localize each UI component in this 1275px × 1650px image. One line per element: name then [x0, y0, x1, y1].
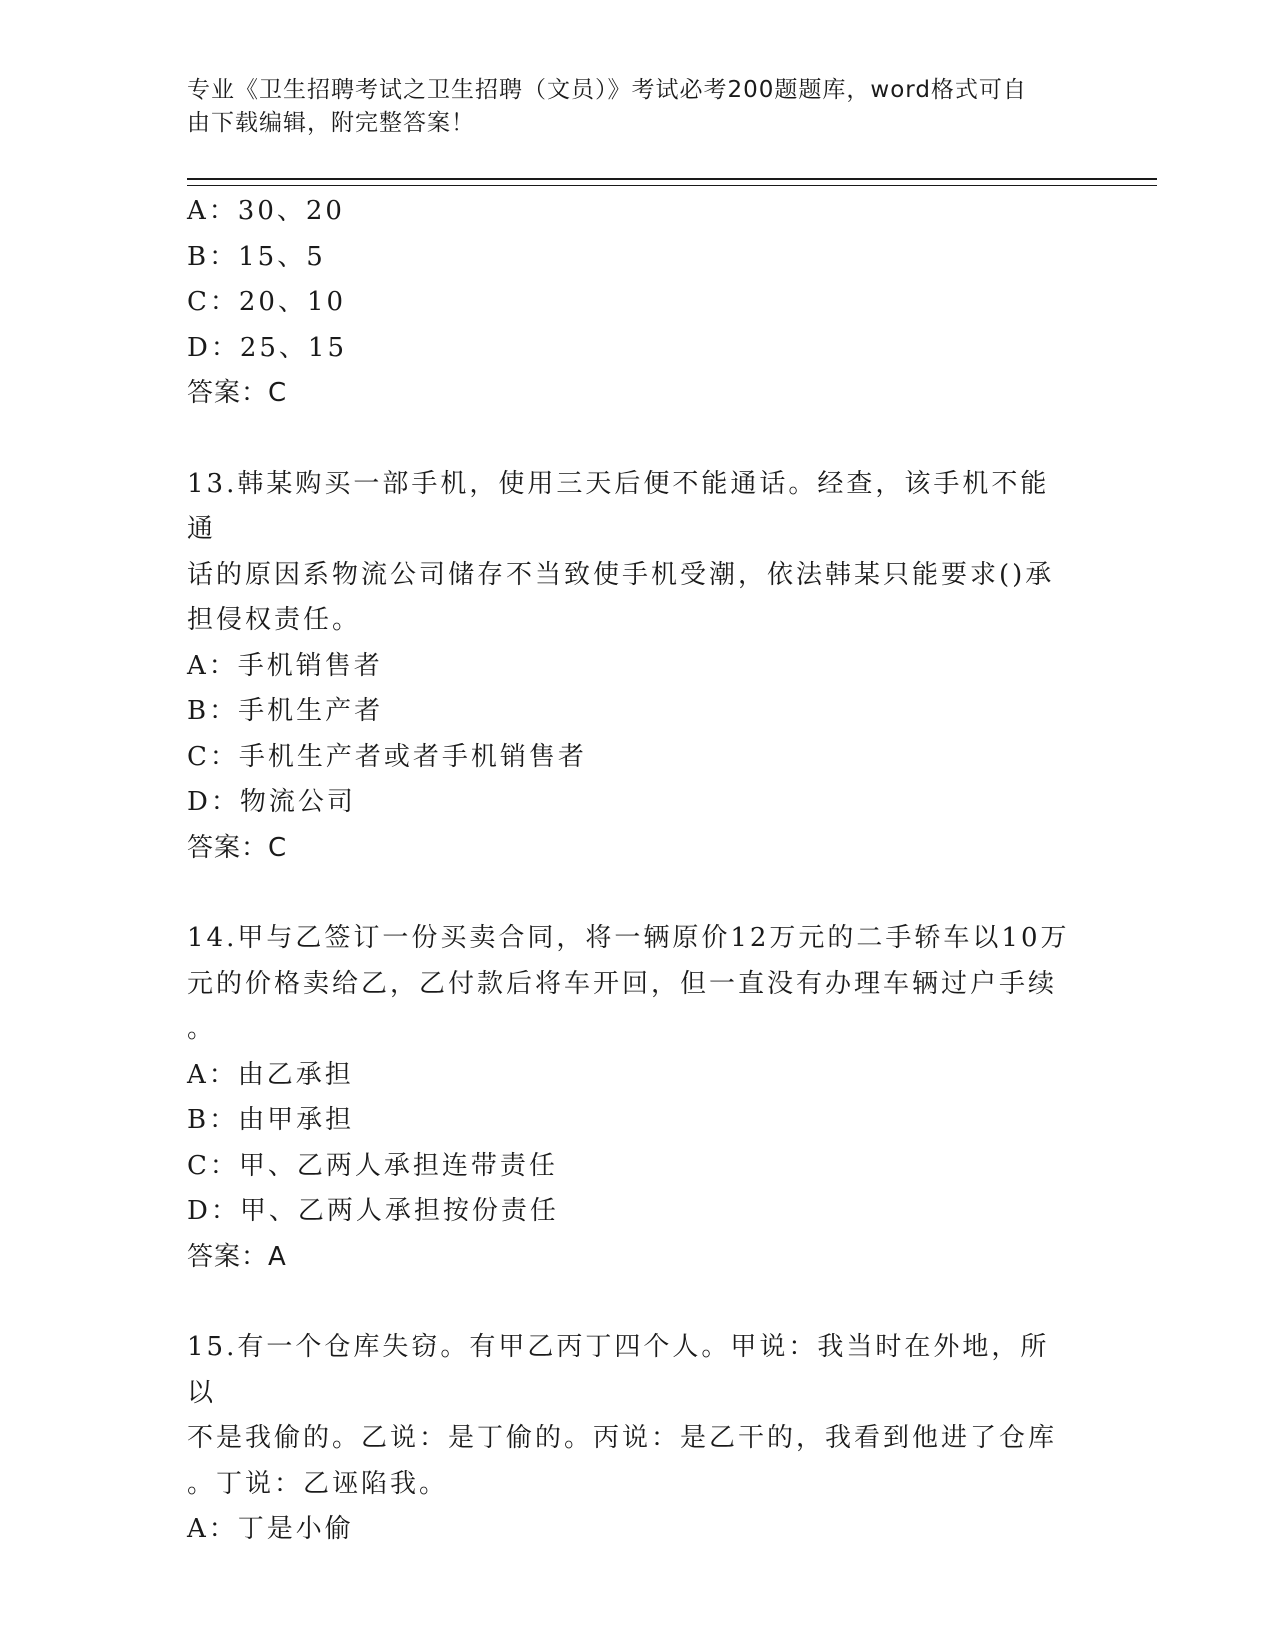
option-a: A：由乙承担 — [187, 1059, 354, 1090]
option-b: B：由甲承担 — [187, 1105, 355, 1135]
spacer — [187, 417, 1077, 462]
stem-line: 。 — [187, 1014, 217, 1044]
stem-line: 担侵权责任。 — [187, 605, 362, 635]
option-c: C：20、10 — [187, 287, 347, 317]
question-stem — [187, 462, 1077, 644]
header-line-2: 由下载编辑，附完整答案！ — [187, 110, 475, 136]
option-d: D：物流公司 — [187, 787, 356, 817]
stem-line: 。丁说：乙诬陷我。 — [187, 1468, 449, 1499]
answer: 答案：A — [187, 1241, 287, 1272]
option-a: A：丁是小偷 — [187, 1514, 354, 1544]
option-d: D：甲、乙两人承担按份责任 — [187, 1196, 559, 1226]
option-a: A：30、20 — [187, 196, 345, 226]
stem-line: 不是我偷的。乙说：是丁偷的。丙说：是乙干的，我看到他进了仓库 — [187, 1423, 1058, 1453]
option-d: D：25、15 — [187, 332, 348, 363]
question-15 — [187, 1325, 1077, 1553]
question-12 — [187, 189, 1077, 417]
stem-line: 14.甲与乙签订一份买卖合同，将一辆原价12万元的二手轿车以10万 — [187, 923, 1070, 953]
question-14 — [187, 916, 1077, 1280]
option-a: A：手机销售者 — [187, 650, 383, 681]
stem-line: 15.有一个仓库失窃。有甲乙丙丁四个人。甲说：我当时在外地，所以 — [187, 1332, 1050, 1408]
option-b: B：15、5 — [187, 241, 326, 272]
question-13 — [187, 462, 1077, 872]
option-b: B：手机生产者 — [187, 696, 384, 726]
spacer — [187, 1280, 1077, 1325]
spacer — [187, 871, 1077, 916]
document-header — [187, 74, 1067, 140]
header-divider — [187, 178, 1157, 186]
question-stem — [187, 916, 1077, 1053]
document-body — [187, 189, 1077, 1553]
option-c: C：甲、乙两人承担连带责任 — [187, 1150, 558, 1181]
question-stem — [187, 1325, 1077, 1507]
option-c: C：手机生产者或者手机销售者 — [187, 741, 587, 772]
stem-line: 13.韩某购买一部手机，使用三天后便不能通话。经查，该手机不能通 — [187, 468, 1050, 544]
answer: 答案：C — [187, 378, 288, 408]
stem-line: 话的原因系物流公司储存不当致使手机受潮，依法韩某只能要求()承 — [187, 559, 1055, 590]
stem-line: 元的价格卖给乙，乙付款后将车开回，但一直没有办理车辆过户手续 — [187, 968, 1058, 999]
answer: 答案：C — [187, 832, 288, 863]
header-line-1: 专业《卫生招聘考试之卫生招聘（文员）》考试必考200题题库，word格式可自 — [187, 77, 1027, 103]
